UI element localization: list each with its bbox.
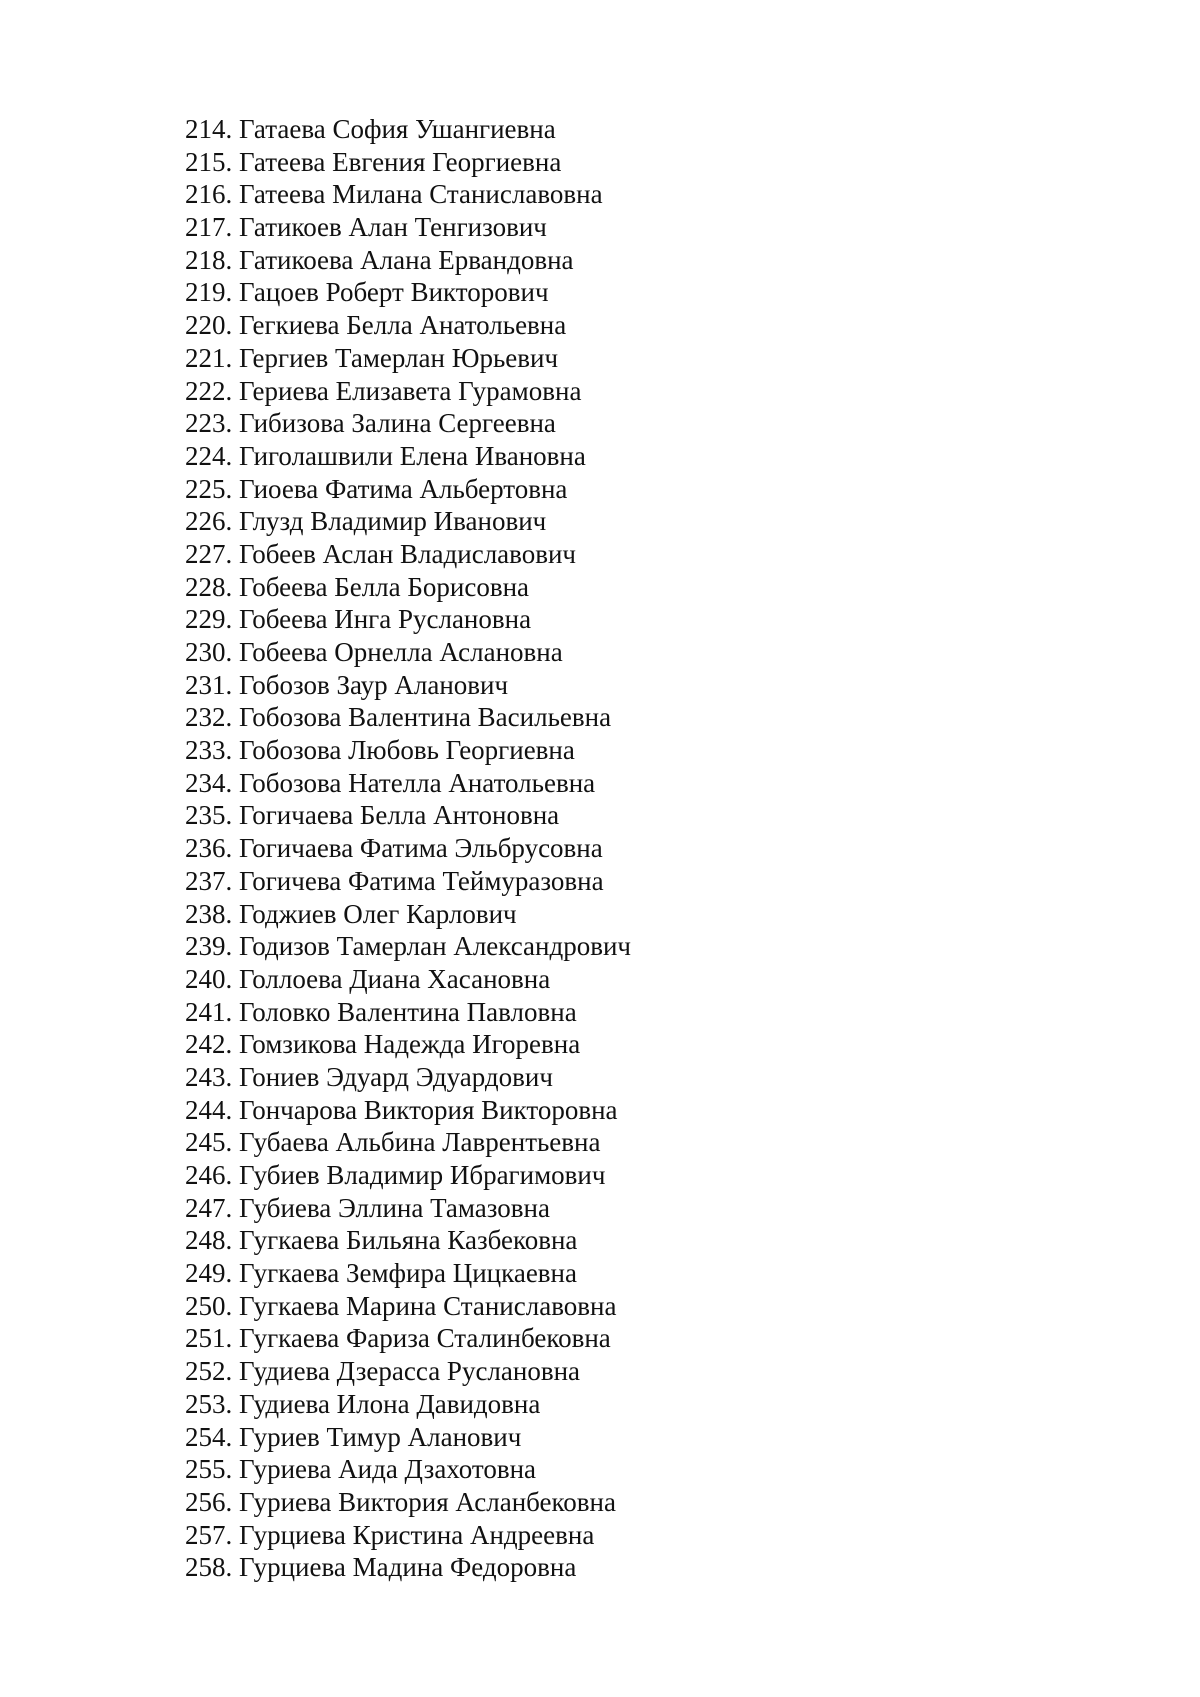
- list-item: [185, 898, 631, 931]
- item-name: Гатикоев Алан Тенгизович: [239, 212, 547, 243]
- list-item: [185, 1159, 631, 1192]
- item-number: 244.: [185, 1094, 233, 1125]
- list-item: [185, 113, 631, 146]
- list-item: [185, 1355, 631, 1388]
- item-name: Гуриева Аида Дзахотовна: [239, 1454, 537, 1485]
- item-name: Гатикоева Алана Ервандовна: [239, 244, 574, 275]
- item-number: 236.: [185, 833, 233, 864]
- item-name: Глузд Владимир Иванович: [239, 506, 547, 537]
- item-name: Гегкиева Белла Анатольевна: [239, 310, 567, 341]
- list-item: [185, 178, 631, 211]
- item-name: Гогичаева Белла Антоновна: [239, 800, 560, 831]
- list-item: [185, 146, 631, 179]
- item-name: Гудиева Дзерасса Руслановна: [239, 1356, 581, 1387]
- item-number: 239.: [185, 931, 233, 962]
- item-name: Гиголашвили Елена Ивановна: [239, 440, 586, 471]
- item-number: 227.: [185, 538, 233, 569]
- list-item: [185, 996, 631, 1029]
- list-item: [185, 309, 631, 342]
- list-item: [185, 1519, 631, 1552]
- item-name: Губиева Эллина Тамазовна: [239, 1192, 550, 1223]
- item-name: Гобеева Белла Борисовна: [239, 571, 529, 602]
- list-item: [185, 1257, 631, 1290]
- item-number: 247.: [185, 1192, 233, 1223]
- list-item: [185, 832, 631, 865]
- list-item: [185, 505, 631, 538]
- item-number: 219.: [185, 277, 233, 308]
- list-item: [185, 276, 631, 309]
- item-number: 218.: [185, 244, 233, 275]
- list-item: [185, 963, 631, 996]
- item-name: Гацоев Роберт Викторович: [239, 277, 549, 308]
- list-item: [185, 1421, 631, 1454]
- item-number: 258.: [185, 1552, 233, 1583]
- item-number: 235.: [185, 800, 233, 831]
- list-item: [185, 669, 631, 702]
- item-name: Гугкаева Марина Станиславовна: [239, 1290, 617, 1321]
- list-item: [185, 1322, 631, 1355]
- item-number: 238.: [185, 898, 233, 929]
- item-name: Гуриева Виктория Асланбековна: [239, 1486, 616, 1517]
- list-item: [185, 603, 631, 636]
- item-number: 245.: [185, 1127, 233, 1158]
- item-number: 248.: [185, 1225, 233, 1256]
- item-number: 234.: [185, 767, 233, 798]
- item-name: Гурциева Мадина Федоровна: [239, 1552, 577, 1583]
- item-name: Гобозова Нателла Анатольевна: [239, 767, 596, 798]
- item-name: Гериева Елизавета Гурамовна: [239, 375, 582, 406]
- item-name: Гатаева София Ушангиевна: [239, 114, 556, 144]
- item-name: Гергиев Тамерлан Юрьевич: [239, 342, 559, 373]
- list-item: [185, 407, 631, 440]
- list-item: [185, 1551, 631, 1584]
- item-name: Губаева Альбина Лаврентьевна: [239, 1127, 601, 1158]
- item-number: 233.: [185, 735, 233, 766]
- item-name: Головко Валентина Павловна: [239, 996, 577, 1027]
- item-number: 225.: [185, 473, 233, 504]
- list-item: [185, 636, 631, 669]
- list-item: [185, 473, 631, 506]
- item-number: 240.: [185, 963, 233, 994]
- list-item: [185, 211, 631, 244]
- item-number: 221.: [185, 342, 233, 373]
- item-name: Голлоева Диана Хасановна: [239, 963, 551, 994]
- list-item: [185, 1453, 631, 1486]
- item-name: Гогичева Фатима Теймуразовна: [239, 865, 604, 896]
- list-item: [185, 1224, 631, 1257]
- item-number: 252.: [185, 1356, 233, 1387]
- item-name: Гугкаева Бильяна Казбековна: [239, 1225, 578, 1256]
- list-item: [185, 1388, 631, 1421]
- item-number: 228.: [185, 571, 233, 602]
- list-item: [185, 1028, 631, 1061]
- item-number: 231.: [185, 669, 233, 700]
- list-item: [185, 1126, 631, 1159]
- item-number: 229.: [185, 604, 233, 635]
- item-name: Гуриев Тимур Аланович: [239, 1421, 522, 1452]
- item-number: 222.: [185, 375, 233, 406]
- list-item: [185, 440, 631, 473]
- item-name: Годизов Тамерлан Александрович: [239, 931, 631, 962]
- item-number: 243.: [185, 1061, 233, 1092]
- list-item: [185, 342, 631, 375]
- item-number: 255.: [185, 1454, 233, 1485]
- list-item: [185, 734, 631, 767]
- item-number: 215.: [185, 146, 233, 177]
- list-item: [185, 799, 631, 832]
- item-name: Гобозова Любовь Георгиевна: [239, 735, 575, 766]
- item-name: Гониев Эдуард Эдуардович: [239, 1061, 553, 1092]
- item-name: Гугкаева Фариза Сталинбековна: [239, 1323, 611, 1354]
- list-item: [185, 1486, 631, 1519]
- list-item: [185, 1061, 631, 1094]
- item-number: 223.: [185, 408, 233, 439]
- item-name: Гатеева Милана Станиславовна: [239, 179, 603, 210]
- item-number: 256.: [185, 1486, 233, 1517]
- item-number: 226.: [185, 506, 233, 537]
- list-item: [185, 375, 631, 408]
- list-item: [185, 244, 631, 277]
- item-number: 216.: [185, 179, 233, 210]
- item-number: 217.: [185, 212, 233, 243]
- item-number: 257.: [185, 1519, 233, 1550]
- item-number: 237.: [185, 865, 233, 896]
- item-number: 230.: [185, 637, 233, 667]
- list-item: [185, 865, 631, 898]
- item-number: 214.: [185, 114, 233, 144]
- item-number: 241.: [185, 996, 233, 1027]
- list-item: [185, 571, 631, 604]
- item-name: Губиев Владимир Ибрагимович: [239, 1160, 606, 1190]
- item-name: Годжиев Олег Карлович: [239, 898, 517, 929]
- item-number: 251.: [185, 1323, 233, 1354]
- list-item: [185, 701, 631, 734]
- item-number: 220.: [185, 310, 233, 341]
- item-number: 224.: [185, 440, 233, 471]
- item-name: Гобозов Заур Аланович: [239, 669, 509, 700]
- item-name: Гиоева Фатима Альбертовна: [239, 473, 568, 504]
- list-item: [185, 1290, 631, 1323]
- list-item: [185, 930, 631, 963]
- item-name: Гобеев Аслан Владиславович: [239, 538, 576, 569]
- item-number: 253.: [185, 1388, 233, 1419]
- item-number: 254.: [185, 1421, 233, 1452]
- item-name: Гогичаева Фатима Эльбрусовна: [239, 833, 603, 864]
- item-name: Гончарова Виктория Викторовна: [239, 1094, 618, 1125]
- item-number: 250.: [185, 1290, 233, 1321]
- list-item: [185, 1094, 631, 1127]
- item-name: Гибизова Залина Сергеевна: [239, 408, 556, 439]
- item-name: Гурциева Кристина Андреевна: [239, 1519, 595, 1550]
- item-name: Гугкаева Земфира Цицкаевна: [239, 1258, 577, 1289]
- item-name: Гудиева Илона Давидовна: [239, 1388, 541, 1419]
- item-name: Гобеева Орнелла Аслановна: [239, 637, 563, 667]
- item-number: 232.: [185, 702, 233, 733]
- item-name: Гобеева Инга Руслановна: [239, 604, 532, 635]
- item-name: Гатеева Евгения Георгиевна: [239, 146, 562, 177]
- item-name: Гобозова Валентина Васильевна: [239, 702, 612, 733]
- list-item: [185, 767, 631, 800]
- list-item: [185, 538, 631, 571]
- name-list: [185, 113, 631, 1584]
- list-item: [185, 1192, 631, 1225]
- item-number: 246.: [185, 1160, 233, 1190]
- item-number: 242.: [185, 1029, 233, 1060]
- item-number: 249.: [185, 1258, 233, 1289]
- item-name: Гомзикова Надежда Игоревна: [239, 1029, 581, 1060]
